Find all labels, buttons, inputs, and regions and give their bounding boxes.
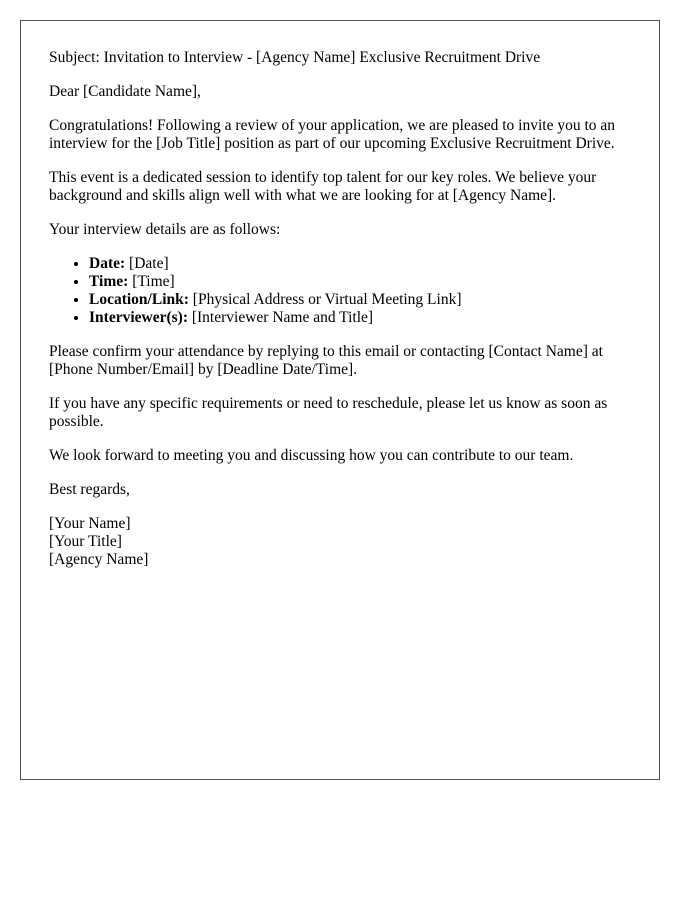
detail-label: Interviewer(s): bbox=[89, 309, 188, 326]
detail-item-date bbox=[89, 255, 631, 273]
letter-container bbox=[20, 20, 660, 780]
paragraph-requirements: If you have any specific requirements or need to reschedule, please let us know as soon as possible. bbox=[49, 395, 608, 430]
greeting: Dear [Candidate Name], bbox=[49, 83, 201, 100]
signature-block bbox=[49, 515, 631, 569]
signature-title: [Your Title] bbox=[49, 533, 122, 550]
paragraph-invitation: Congratulations! Following a review of your application, we are pleased to invite you to an interview for the [Job Title] position as part of our upcoming Exclusive Recruitment Drive. bbox=[49, 117, 616, 152]
detail-value: [Time] bbox=[128, 273, 175, 290]
detail-label: Time: bbox=[89, 273, 129, 290]
closing: Best regards, bbox=[49, 481, 130, 498]
detail-item-interviewers bbox=[89, 309, 631, 327]
detail-item-location bbox=[89, 291, 631, 309]
subject-line: Subject: Invitation to Interview - [Agency Name] Exclusive Recruitment Drive bbox=[49, 49, 541, 66]
details-intro: Your interview details are as follows: bbox=[49, 221, 281, 238]
detail-label: Date: bbox=[89, 255, 126, 272]
paragraph-look-forward: We look forward to meeting you and discussing how you can contribute to our team. bbox=[49, 447, 574, 464]
signature-agency: [Agency Name] bbox=[49, 551, 149, 568]
detail-value: [Interviewer Name and Title] bbox=[187, 309, 374, 326]
paragraph-event: This event is a dedicated session to identify top talent for our key roles. We believe your background and skills align well with what we are looking for at [Agency Name]. bbox=[49, 169, 597, 204]
paragraph-confirm: Please confirm your attendance by replying to this email or contacting [Contact Name] at [Phone Number/Email] by [Deadline Date/Time]. bbox=[49, 343, 603, 378]
signature-name: [Your Name] bbox=[49, 515, 131, 532]
detail-value: [Physical Address or Virtual Meeting Link] bbox=[188, 291, 462, 308]
interview-details-list bbox=[49, 255, 631, 327]
detail-label: Location/Link: bbox=[89, 291, 189, 308]
detail-value: [Date] bbox=[125, 255, 169, 272]
detail-item-time bbox=[89, 273, 631, 291]
